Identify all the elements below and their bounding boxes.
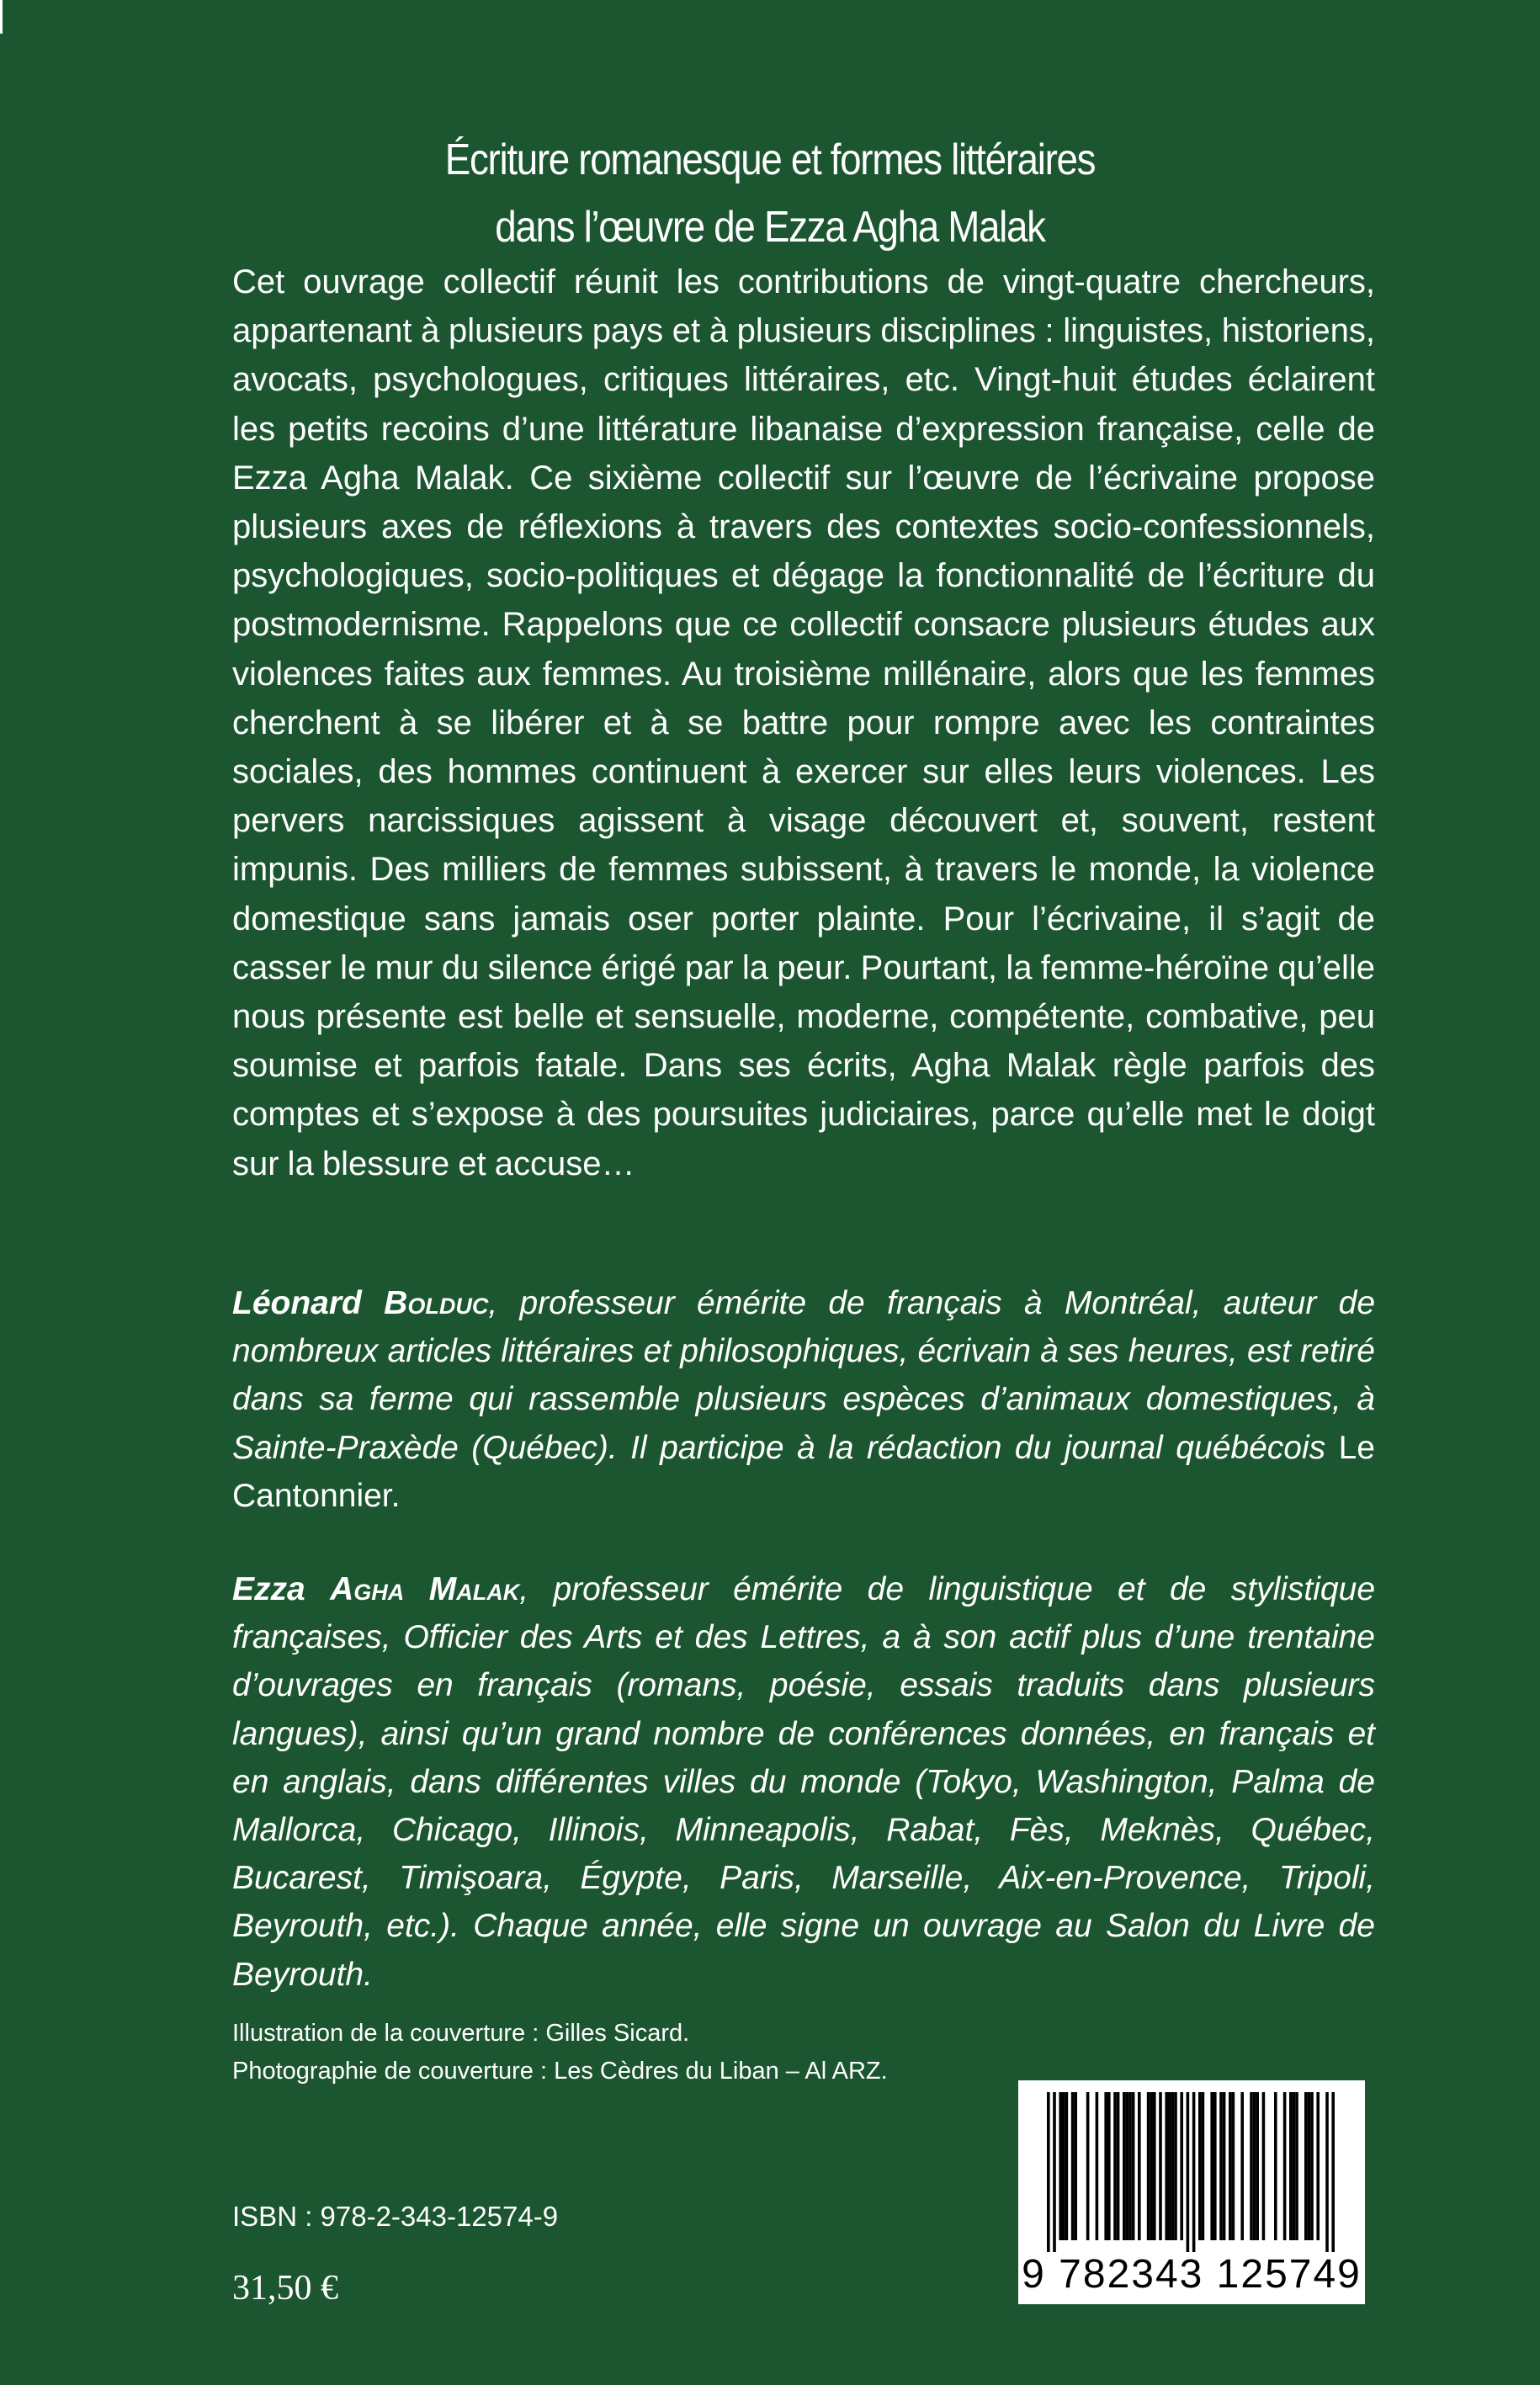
author-last-name: Agha Malak [330, 1571, 520, 1607]
barcode-bar-41 [1262, 2092, 1266, 2240]
author-bio-malak [232, 1565, 1375, 1999]
barcode-digits: 9 782343 125749 [1022, 2252, 1362, 2297]
author-last-name: Bolduc [384, 1285, 489, 1321]
barcode-bar-45 [1293, 2092, 1296, 2240]
barcode-bar-21 [1159, 2092, 1162, 2240]
barcode-bar-42 [1274, 2092, 1277, 2240]
barcode-bar-43 [1283, 2092, 1287, 2240]
barcode-bar-18 [1147, 2092, 1150, 2240]
barcode-bar-0 [1047, 2092, 1050, 2252]
barcode-bar-2 [1059, 2092, 1062, 2240]
barcode-bar-6 [1074, 2092, 1077, 2240]
barcode-bar-22 [1165, 2092, 1168, 2240]
barcode-bar-44 [1289, 2092, 1293, 2240]
author-first-name: Léonard [232, 1285, 362, 1321]
barcode-bars [1033, 2092, 1350, 2252]
barcode-bar-29 [1198, 2092, 1202, 2240]
barcode-bar-46 [1295, 2092, 1298, 2240]
cover-credits [232, 2015, 1074, 2090]
barcode-bar-30 [1202, 2092, 1205, 2240]
barcode-bar-15 [1128, 2092, 1132, 2240]
barcode-bar-19 [1150, 2092, 1153, 2240]
barcode-bar-12 [1117, 2092, 1120, 2240]
barcode-bar-37 [1240, 2092, 1244, 2240]
barcode-bar-9 [1104, 2092, 1107, 2240]
newspaper-name: Le Cantonnier. [232, 1429, 1375, 1514]
barcode-bar-33 [1219, 2092, 1223, 2240]
barcode-bar-48 [1308, 2092, 1311, 2240]
barcode-bar-36 [1232, 2092, 1235, 2240]
title-line-1: Écriture romanesque et formes littéraires [444, 135, 1096, 184]
author-bio-bolduc [232, 1279, 1375, 1520]
barcode-bar-38 [1250, 2092, 1253, 2240]
barcode-bar-24 [1171, 2092, 1175, 2240]
barcode-bar-1 [1053, 2092, 1056, 2252]
crop-mark [0, 0, 3, 34]
price: 31,50 € [232, 2269, 338, 2308]
photo-credit: Photographie de couverture : Les Cèdres du Liban – Al ARZ. [232, 2058, 888, 2085]
author-first-name: Ezza [232, 1571, 305, 1607]
barcode-bar-31 [1210, 2092, 1213, 2240]
barcode-bar-10 [1107, 2092, 1111, 2240]
barcode-bar-28 [1192, 2092, 1196, 2252]
barcode-bar-13 [1123, 2092, 1126, 2240]
barcode-bar-52 [1331, 2092, 1335, 2252]
barcode-bar-51 [1325, 2092, 1329, 2252]
barcode-bar-23 [1168, 2092, 1171, 2240]
barcode-bar-4 [1065, 2092, 1069, 2240]
barcode-bar-7 [1086, 2092, 1090, 2240]
barcode-bar-8 [1096, 2092, 1099, 2240]
barcode-bar-16 [1132, 2092, 1135, 2240]
bio-text: , professeur émérite de français à Montréal, auteur de nombreux articles littéraires et philosophiques, écrivain à ses heures, est retiré dans sa ferme qui rassemble plusieurs espèces d’animaux domestiques, à Sainte-Praxède (Québec). Il participe à la rédaction du journal québécois [232, 1285, 1376, 1466]
barcode-bar-3 [1062, 2092, 1065, 2240]
barcode-bar-27 [1187, 2092, 1190, 2252]
title-line-2: dans l’œuvre de Ezza Agha Malak [495, 203, 1045, 252]
barcode-bar-26 [1180, 2092, 1183, 2240]
isbn: ISBN : 978-2-343-12574-9 [232, 2201, 559, 2232]
barcode-bar-14 [1126, 2092, 1129, 2240]
barcode-bar-34 [1223, 2092, 1226, 2240]
barcode [1018, 2080, 1365, 2304]
barcode-bar-40 [1256, 2092, 1259, 2240]
barcode-bar-5 [1071, 2092, 1075, 2240]
barcode-bar-47 [1304, 2092, 1308, 2240]
barcode-bar-32 [1213, 2092, 1217, 2240]
barcode-bar-49 [1310, 2092, 1314, 2240]
illustration-credit: Illustration de la couverture : Gilles Sicard. [232, 2020, 690, 2047]
barcode-bar-17 [1138, 2092, 1141, 2240]
barcode-bar-50 [1316, 2092, 1320, 2240]
barcode-bar-11 [1113, 2092, 1117, 2240]
bio-text: , professeur émérite de linguistique et de stylistique françaises, Officier des Arts et des Lettres, a à son actif plus d’une trentaine d’ouvrages en français (romans, poésie, essais traduits dans plusieurs langues), ainsi qu’un grand nombre de conférences données, en français et en anglais, dans différentes villes du monde (Tokyo, Washington, Palma de Mallorca, Chicago, Illinois, Minneapolis, Rabat, Fès, Meknès, Québec, Bucarest, Timişoara, Égypte, Paris, Marseille, Aix-en-Provence, Tripoli, Beyrouth, etc.). Chaque année, elle signe un ouvrage au Salon du Livre de Beyrouth. [232, 1571, 1376, 1993]
barcode-bar-20 [1153, 2092, 1156, 2240]
barcode-bar-25 [1174, 2092, 1177, 2240]
book-title [93, 126, 1447, 261]
barcode-bar-35 [1229, 2092, 1232, 2240]
book-summary: Cet ouvrage collectif réunit les contributions de vingt-quatre chercheurs, appartenant à plusieurs pays et à plusieurs disciplines : linguistes, historiens, avocats, psychologues, critiques littéraires, etc. Vingt-huit études éclairent les petits recoins d’une littérature libanaise d’expression française, celle de Ezza Agha Malak. Ce sixième collectif sur l’œuvre de l’écrivaine propose plusieurs axes de réflexions à travers des contextes socio-confessionnels, psychologiques, socio-politiques et dégage la fonctionnalité de l’écriture du postmodernisme. Rappelons que ce collectif consacre plusieurs études aux violences faites aux femmes. Au troisième millénaire, alors que les femmes cherchent à se libérer et à se battre pour rompre avec les contraintes sociales, des hommes continuent à exercer sur elles leurs violences. Les pervers narcissiques agissent à visage découvert et, souvent, restent impunis. Des milliers de femmes subissent, à travers le monde, la violence domestique sans jamais oser porter plainte. Pour l’écrivaine, il s’agit de casser le mur du silence érigé par la peur. Pourtant, la femme-héroïne qu’elle nous présente est belle et sensuelle, moderne, compétente, combative, peu soumise et parfois fatale. Dans ses écrits, Agha Malak règle parfois des comptes et s’expose à des poursuites judiciaires, parce qu’elle met le doigt sur la blessure et accuse… [232, 263, 1375, 1182]
barcode-bar-39 [1253, 2092, 1256, 2240]
